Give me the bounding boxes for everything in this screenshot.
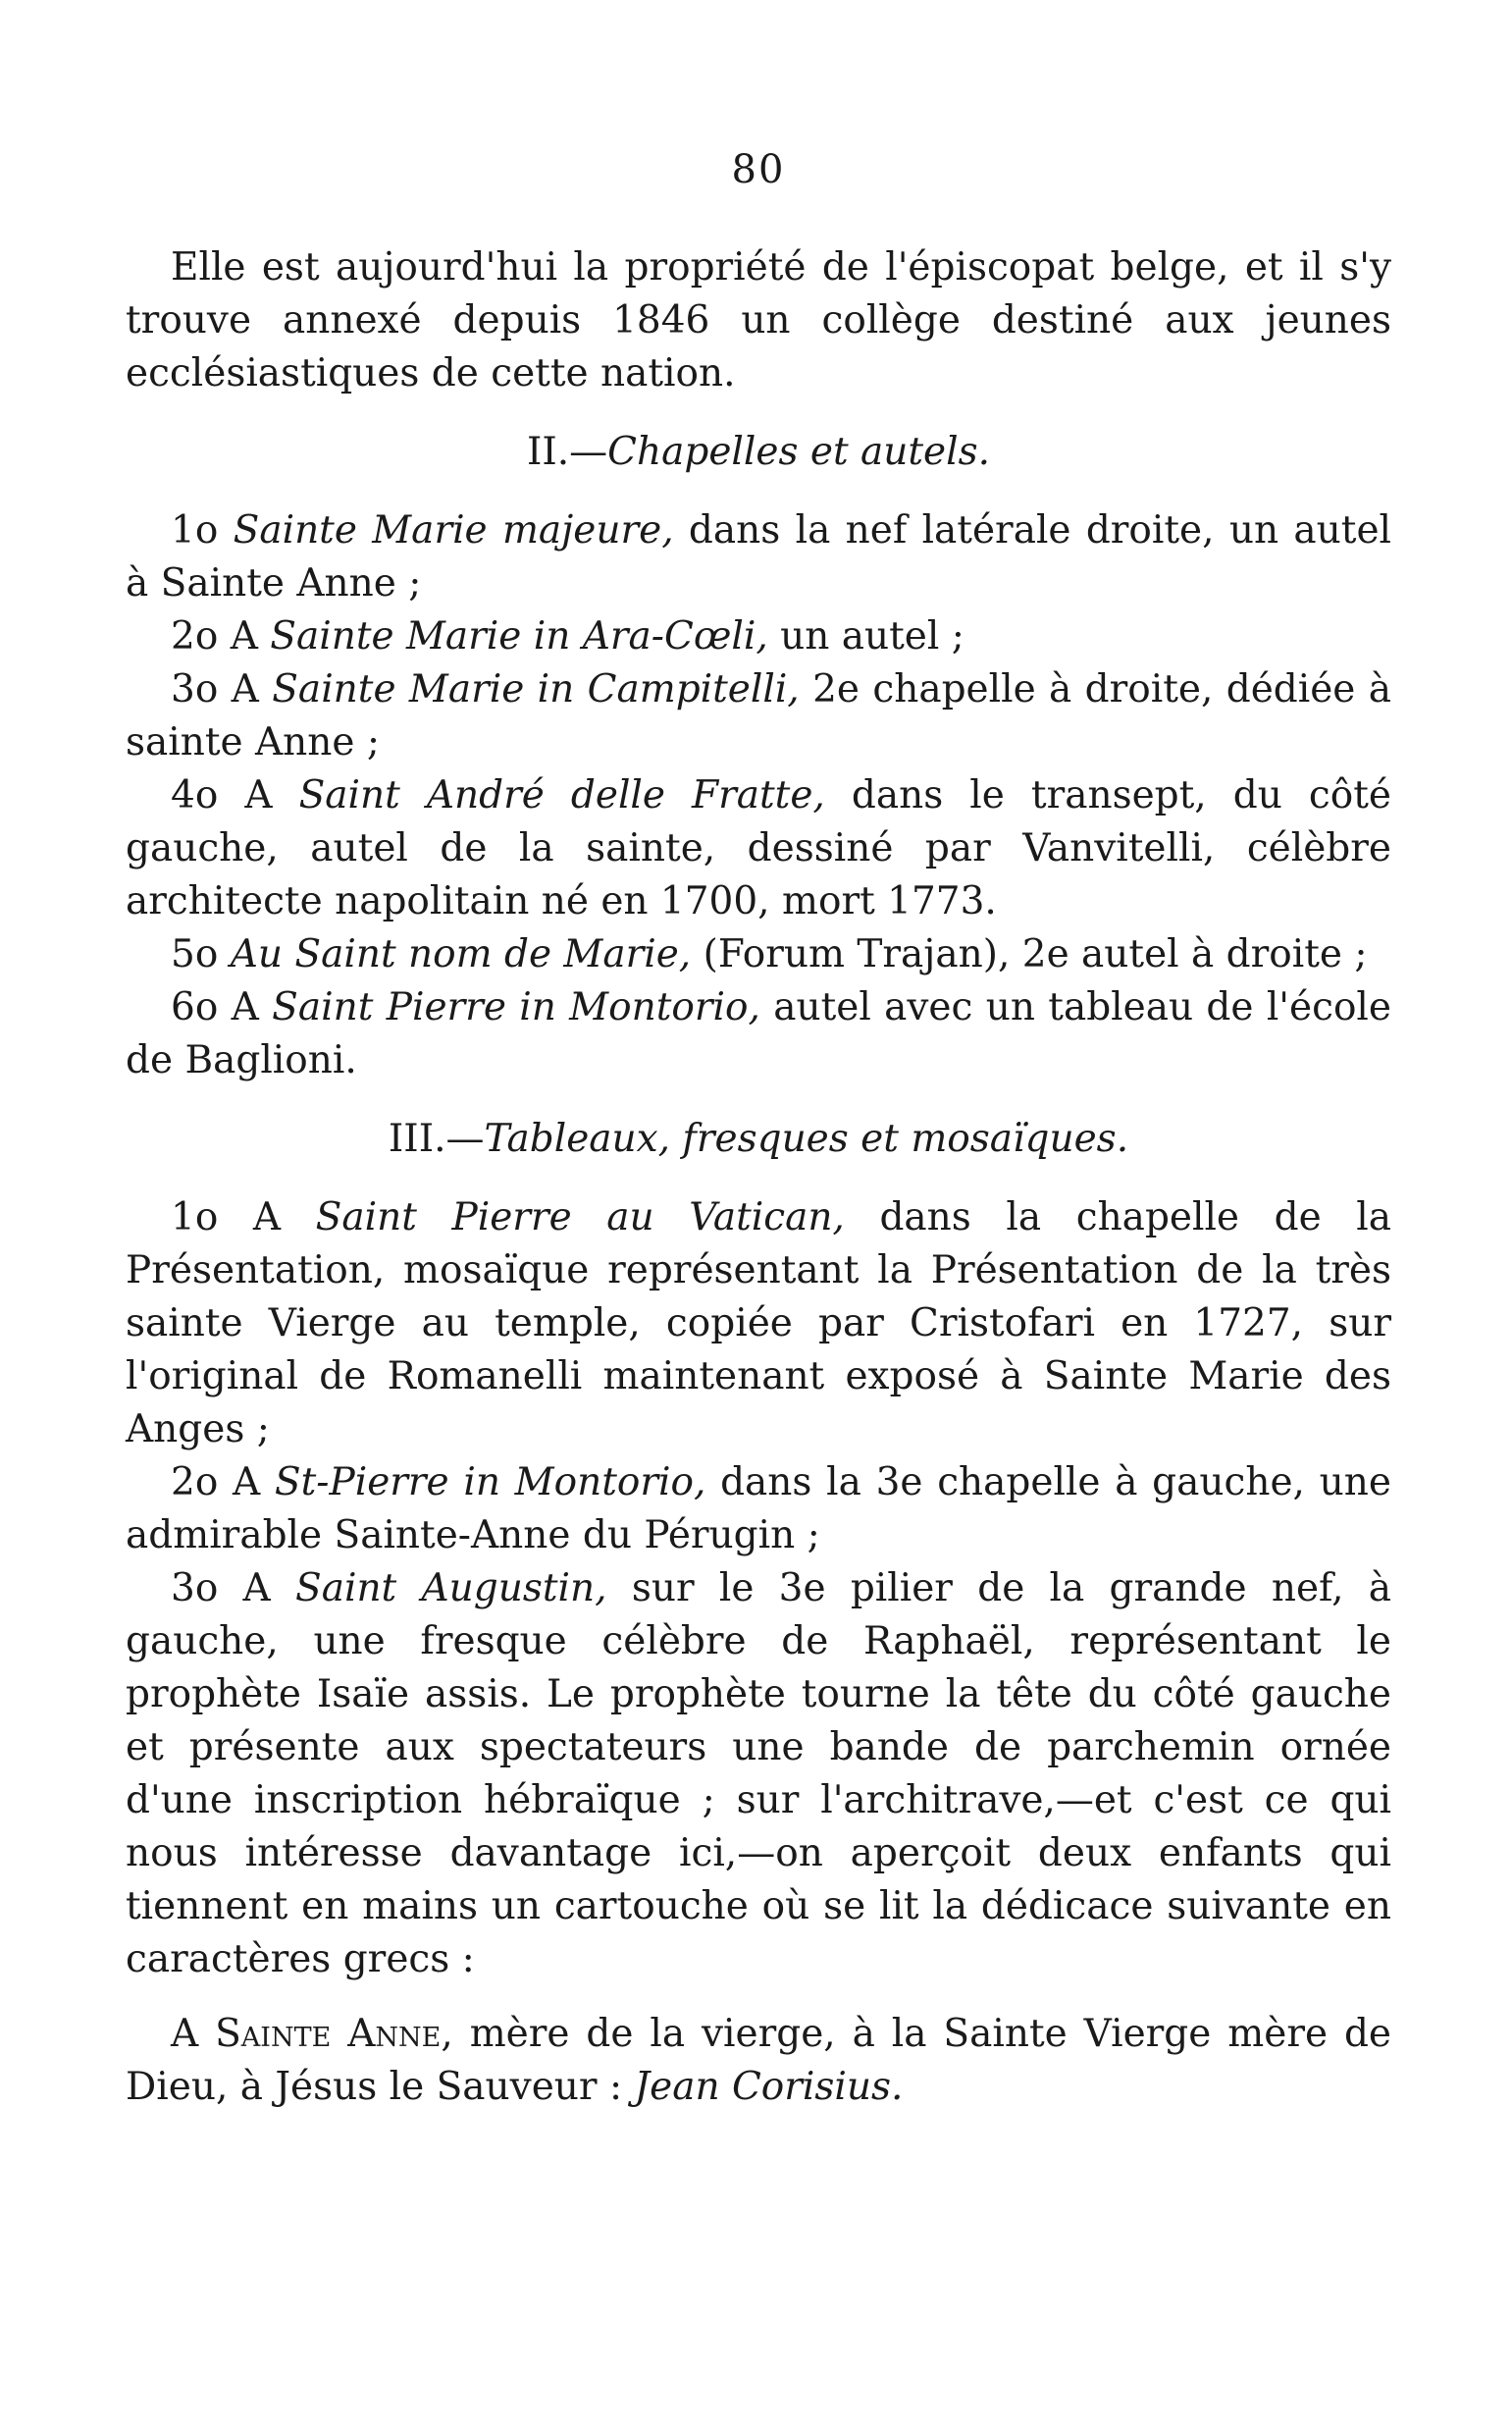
dedication-signature: Jean Corisius.	[634, 2065, 904, 2109]
list-item	[126, 769, 1391, 928]
page-number: 80	[731, 147, 786, 192]
dedication-paragraph	[126, 2008, 1391, 2114]
item-number: 6o A	[171, 985, 273, 1029]
item-place: Au Saint nom de Marie,	[230, 932, 692, 976]
item-number: 5o	[171, 932, 231, 976]
item-text: un autel ;	[767, 614, 965, 658]
intro-paragraph: Elle est aujourd'hui la propriété de l'épiscopat belge, et il s'y trouve annexé depuis 1846 un collège destiné aux jeunes ecclésiastiques de cette nation.	[126, 245, 1391, 395]
section3-heading-title: Tableaux, fresques et mosaïques.	[484, 1117, 1129, 1161]
item-place: Sainte Marie majeure,	[233, 508, 674, 553]
item-text: dans la 3e chapelle à gauche, une admirable Sainte-Anne du Pérugin ;	[126, 1460, 1391, 1557]
section3-heading-num: III.—	[388, 1117, 485, 1161]
list-item	[126, 1562, 1391, 1986]
item-number: 2o A	[171, 1460, 275, 1504]
item-number: 1o	[171, 508, 234, 553]
item-place: Saint Pierre au Vatican,	[315, 1195, 845, 1239]
item-text: dans le transept, du côté gauche, autel de la sainte, dessiné par Vanvitelli, célèbre architecte napolitain né en 1700, mort 1773.	[126, 773, 1391, 923]
item-place: Sainte Marie in Ara-Cœli,	[270, 614, 768, 658]
item-text: (Forum Trajan), 2e autel à droite ;	[691, 932, 1368, 976]
list-item	[126, 663, 1391, 769]
item-text: 2e chapelle à droite, dédiée à sainte Anne ;	[126, 667, 1391, 764]
item-place: St-Pierre in Montorio,	[274, 1460, 706, 1504]
list-item	[126, 504, 1391, 610]
item-number: 2o A	[171, 614, 271, 658]
dedication-text: , mère de la vierge, à la Sainte Vierge mère de Dieu, à Jésus le Sauveur :	[126, 2012, 1392, 2109]
item-number: 1o A	[171, 1195, 316, 1239]
section2-heading	[126, 426, 1391, 479]
list-item	[126, 610, 1391, 663]
dedication-prefix: A	[171, 2012, 216, 2056]
item-number: 4o A	[171, 773, 299, 817]
spacer	[126, 1986, 1391, 2008]
section3-heading	[126, 1113, 1391, 1166]
list-item	[126, 1191, 1391, 1456]
item-place: Sainte Marie in Campitelli,	[272, 667, 800, 711]
item-number: 3o A	[171, 1566, 295, 1610]
item-text: sur le 3e pilier de la grande nef, à gauche, une fresque célèbre de Raphaël, représentant le prophète Isaïe assis. Le prophète tourne la tête du côté gauche et présente aux spectateurs une bande de parchemin ornée d'une inscription hébraïque ; sur l'architrave,—et c'est ce qui nous intéresse davantage ici,—on aperçoit deux enfants qui tiennent en mains un cartouche où se lit la dédicace suivante en caractères grecs :	[126, 1566, 1391, 1981]
list-item	[126, 928, 1391, 981]
item-place: Saint Pierre in Montorio,	[272, 985, 760, 1029]
item-text: dans la nef latérale droite, un autel à Sainte Anne ;	[126, 508, 1392, 606]
page	[126, 147, 1391, 2114]
dedication-name: Sainte Anne	[215, 2012, 442, 2056]
list-item	[126, 1456, 1391, 1562]
item-text: dans la chapelle de la Présentation, mosaïque représentant la Présentation de la très sainte Vierge au temple, copiée par Cristofari en 1727, sur l'original de Romanelli maintenant exposé à Sainte Marie des Anges ;	[126, 1195, 1391, 1451]
section2-heading-title: Chapelles et autels.	[607, 430, 991, 474]
item-text: autel avec un tableau de l'école de Baglioni.	[126, 985, 1391, 1082]
list-item	[126, 981, 1391, 1087]
section2-heading-num: II.—	[526, 430, 608, 474]
item-number: 3o A	[171, 667, 273, 711]
item-place: Saint Augustin,	[295, 1566, 607, 1610]
item-place: Saint André delle Fratte,	[298, 773, 825, 817]
